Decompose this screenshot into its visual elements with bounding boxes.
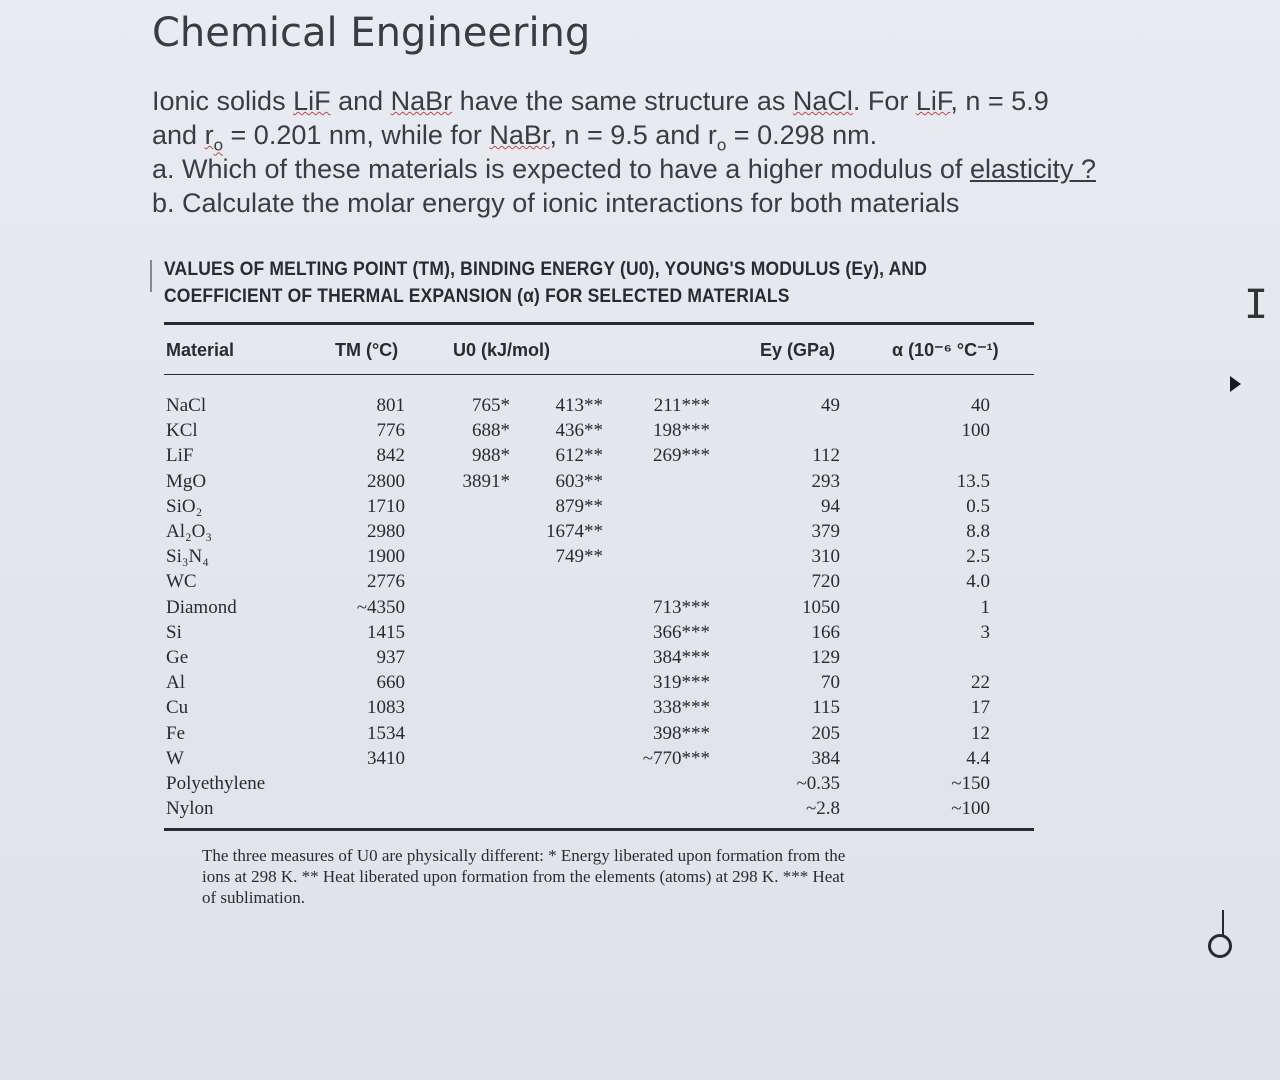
table-cell-m: SiO₂: [166, 495, 203, 517]
table-cell-tm: 2800: [367, 470, 405, 492]
table-cell-u2: 612**: [555, 445, 603, 467]
table-top-rule: [164, 322, 1034, 325]
table-cell-m: W: [166, 747, 184, 769]
table-cell-ey: 49: [821, 395, 840, 416]
table-cell-ey: 94: [821, 495, 840, 517]
table-cell-tm: 842: [376, 445, 405, 467]
left-margin-bar: [150, 260, 152, 292]
table-footnote: The three measures of U0 are physically different: * Energy liberated upon formation from the ions at 298 K. ** Heat liberated upon formation from the elements (atoms) at 298 K. *** Heat of sublimation.: [202, 846, 846, 907]
table-cell-m: Ge: [166, 647, 189, 668]
table-cell-u2: 1674**: [546, 521, 603, 542]
table-cell-ey: 1050: [802, 596, 840, 618]
table-cell-ey: 384: [811, 747, 840, 769]
table-cell-ey: 112: [812, 445, 840, 467]
table-cell-m: Si: [166, 621, 182, 643]
table-cell-u2: 436**: [555, 420, 603, 442]
table-cell-a: 40: [971, 395, 990, 416]
table-cell-m: Nylon: [166, 798, 214, 820]
table-cell-m: Diamond: [166, 596, 237, 618]
table-cell-u3: 713***: [653, 596, 710, 618]
table-cell-tm: 1083: [367, 697, 405, 719]
table-cell-u3: 366***: [653, 621, 710, 643]
table-cell-a: 1: [980, 596, 990, 618]
table-cell-a: 4.4: [966, 747, 990, 769]
table-cell-m: MgO: [166, 470, 207, 492]
table-cell-tm: 1415: [367, 621, 405, 643]
table-cell-ey: 293: [811, 470, 840, 492]
col-header-u0: U0 (kJ/mol): [453, 340, 551, 360]
table-cell-ey: 70: [821, 672, 840, 694]
text-cursor-icon: I: [1244, 282, 1269, 328]
table-cell-ey: 115: [812, 697, 840, 719]
table-cell-tm: 1534: [367, 722, 405, 744]
table-cell-m: WC: [166, 571, 197, 593]
page-title: Chemical Engineering: [152, 10, 591, 56]
table-cell-m: Al: [166, 672, 185, 694]
play-arrow-icon[interactable]: [1230, 376, 1241, 392]
table-cell-a: 2.5: [966, 546, 990, 568]
table-cell-tm: ~4350: [356, 596, 405, 618]
table-cell-m: Cu: [166, 697, 189, 719]
table-cell-a: 0.5: [966, 495, 990, 517]
table-cell-ey: ~2.8: [805, 798, 840, 820]
table-cell-m: LiF: [166, 445, 194, 467]
table-image: [150, 240, 1160, 910]
table-cell-m: Al₂O₃: [166, 521, 212, 542]
header-rule: [164, 374, 1034, 375]
table-cell-u3: 398***: [653, 722, 710, 744]
table-cell-tm: 2980: [367, 521, 405, 542]
table-cell-a: 12: [971, 722, 990, 744]
elasticity-link[interactable]: elasticity ?: [969, 154, 1096, 184]
table-cell-u1: 988*: [472, 445, 510, 467]
table-cell-u3: 384***: [653, 647, 710, 668]
question-part-b: b. Calculate the molar energy of ionic interactions for both materials: [152, 188, 960, 218]
circle-icon[interactable]: [1208, 934, 1232, 958]
table-cell-ey: 720: [811, 571, 840, 593]
table-bottom-rule: [164, 828, 1034, 831]
table-cell-u3: 211***: [653, 395, 710, 416]
col-header-material: Material: [166, 340, 235, 360]
col-header-alpha: α (10⁻⁶ °C⁻¹): [892, 340, 999, 360]
table-cell-ey: 166: [811, 621, 840, 643]
table-cell-u3: 338***: [653, 697, 710, 719]
table-cell-a: ~150: [951, 773, 990, 794]
col-header-ey: Ey (GPa): [760, 340, 836, 360]
table-cell-u3: ~770***: [642, 747, 710, 769]
table-heading: VALUES OF MELTING POINT (TM), BINDING ENERGY (U0), YOUNG'S MODULUS (Ey), AND COEFFICIENT OF THERMAL EXPANSION (α) FOR SELECTED MATERIALS: [164, 259, 928, 307]
table-cell-tm: 1710: [367, 495, 405, 517]
table-cell-ey: 379: [811, 521, 840, 542]
table-cell-a: 8.8: [966, 521, 990, 542]
table-cell-m: NaCl: [166, 395, 207, 416]
table-cell-ey: 205: [811, 722, 840, 744]
table-cell-u3: 269***: [653, 445, 710, 467]
table-cell-u2: 603**: [555, 470, 603, 492]
table-cell-tm: 937: [376, 647, 405, 668]
table-cell-a: 3: [980, 621, 990, 643]
col-header-tm: TM (°C): [335, 340, 399, 360]
table-cell-u1: 3891*: [462, 470, 510, 492]
table-cell-tm: 2776: [367, 571, 405, 593]
question-line-2: and $r_o = 0.201$ nm, while for NaBr, n = 9.5 and $r_o = 0.298$ nm.: [152, 120, 878, 155]
table-cell-m: Polyethylene: [166, 773, 266, 794]
table-cell-a: 17: [971, 697, 990, 719]
table-cell-a: 4.0: [966, 571, 990, 593]
table-cell-a: 22: [971, 672, 990, 694]
table-cell-u3: 319***: [653, 672, 710, 694]
table-cell-a: 100: [961, 420, 990, 442]
table-cell-m: Fe: [166, 722, 185, 744]
table-cell-u2: 749**: [555, 546, 603, 568]
pin-stem: [1222, 910, 1224, 936]
table-cell-ey: 310: [811, 546, 840, 568]
table-cell-tm: 801: [376, 395, 405, 416]
table-cell-m: Si₃N₄: [166, 546, 209, 568]
table-cell-tm: 776: [376, 420, 405, 442]
table-cell-u1: 688*: [472, 420, 510, 442]
table-cell-m: KCl: [166, 420, 198, 442]
table-cell-tm: 3410: [367, 747, 405, 769]
table-cell-ey: 129: [811, 647, 840, 668]
table-cell-a: ~100: [951, 798, 990, 820]
table-cell-u2: 879**: [555, 495, 603, 517]
table-cell-u1: 765*: [472, 395, 510, 416]
table-cell-u3: 198***: [653, 420, 710, 442]
table-cell-tm: 660: [376, 672, 405, 694]
table-cell-ey: ~0.35: [796, 773, 840, 794]
question-part-a: a. Which of these materials is expected to have a higher modulus of elasticity ?: [152, 154, 1096, 184]
table-cell-tm: 1900: [367, 546, 405, 568]
table-cell-a: 13.5: [956, 470, 990, 492]
question-line-1: Ionic solids LiF and NaBr have the same structure as NaCl. For LiF, n = 5.9: [152, 86, 1049, 116]
table-cell-u2: 413**: [555, 395, 603, 416]
